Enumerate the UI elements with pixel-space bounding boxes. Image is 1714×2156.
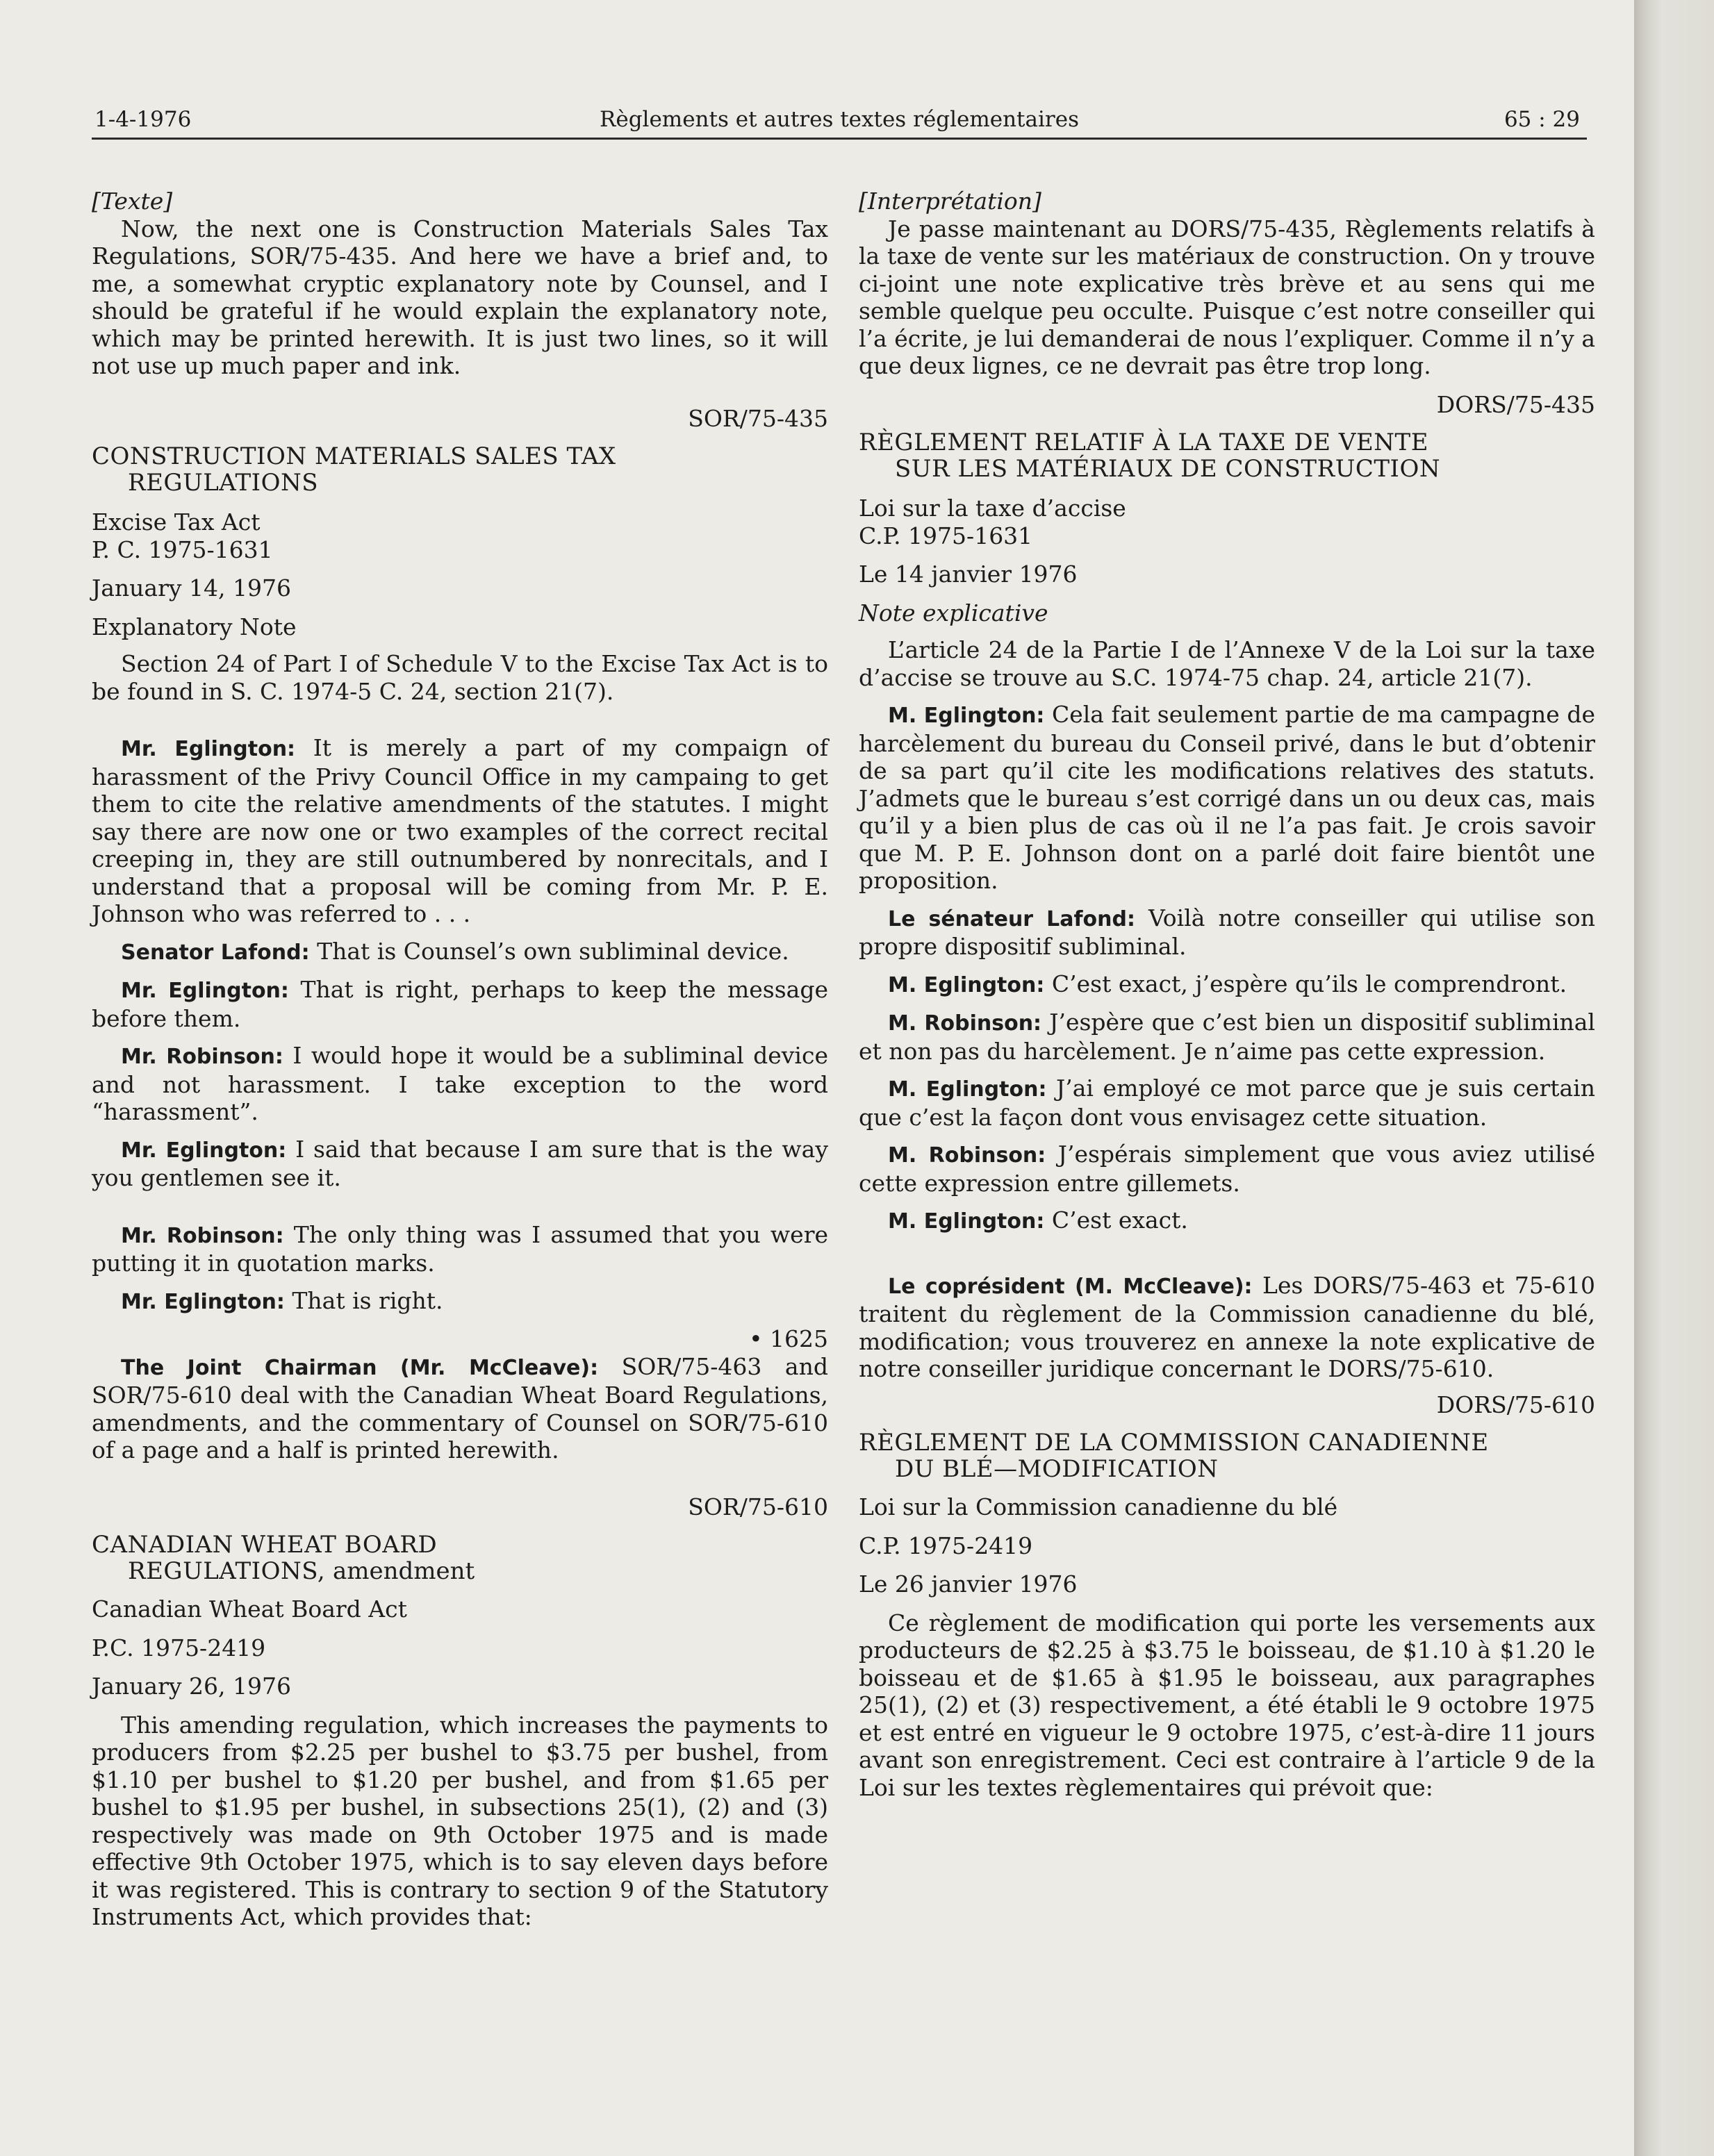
speaker: Le coprésident (M. McCleave): bbox=[888, 1274, 1253, 1299]
intro-paragraph: Je passe maintenant au DORS/75-435, Règlements relatifs à la taxe de vente sur les matériaux de construction. On y trouve ci-joint une note explicative très brève et au sens qui me semble quelque peu occulte. Puisque c’est notre conseiller qui l’a écrite, je lui demanderai de nous l’expliquer. Comme il n’y a que deux lignes, ce ne devrait pas être trop long. bbox=[859, 215, 1595, 379]
regulation-date: January 14, 1976 bbox=[92, 574, 291, 602]
regulation-title-line2 bbox=[92, 1558, 828, 1584]
speech: It is merely a part of my compaign of harassment of the Privy Council Office in my campaing to get them to cite the relative amendments of the statutes. I might say there are now one or two examples of the correct recital creeping in, they are still outnumbered by nonrecitals, and I understand that a proposal will be coming from Mr. P. E. Johnson who was referred to . . . bbox=[92, 734, 828, 927]
speaker: Mr. Eglington: bbox=[121, 1138, 287, 1163]
header-date: 1-4-1976 bbox=[94, 107, 192, 132]
exchange bbox=[92, 976, 828, 1032]
speech: The only thing was I assumed that you were putting it in quotation marks. bbox=[92, 1220, 829, 1277]
french-column bbox=[859, 188, 1595, 1801]
regulation-title-line1: CANADIAN WHEAT BOARD bbox=[92, 1531, 438, 1559]
note-text: Section 24 of Part I of Schedule V to the Excise Tax Act is to be found in S. C. 1974-5 C. 24, section 21(7). bbox=[92, 650, 828, 705]
speech: Les DORS/75-463 et 75-610 traitent du règlement de la Commission canadienne du blé, modification; vous trouverez en annexe la note explicative de notre conseiller juridique concernant le DORS/75-610. bbox=[859, 1271, 1595, 1382]
speaker: Mr. Robinson: bbox=[121, 1223, 284, 1248]
regulation-date: Le 14 janvier 1976 bbox=[859, 561, 1078, 588]
exchange bbox=[92, 734, 828, 928]
speaker: Mr. Eglington: bbox=[121, 1289, 285, 1314]
speech: That is Counsel’s own subliminal device. bbox=[309, 937, 789, 965]
order-in-council: P. C. 1975-1631 bbox=[92, 536, 273, 563]
speech: C’est exact, j’espère qu’ils le comprendront. bbox=[1044, 970, 1567, 997]
regulation-title-line1: RÈGLEMENT DE LA COMMISSION CANADIENNE bbox=[859, 1429, 1489, 1457]
section-label: [Interprétation] bbox=[859, 188, 1041, 215]
speech: That is right, perhaps to keep the message before them. bbox=[92, 976, 828, 1032]
order-in-council: C.P. 1975-2419 bbox=[859, 1532, 1033, 1559]
speech: SOR/75-463 and SOR/75-610 deal with the Canadian Wheat Board Regulations, amendments, and the commentary of Counsel on SOR/75-610 of a page and a half is printed herewith. bbox=[92, 1352, 828, 1463]
regulation-date: Le 26 janvier 1976 bbox=[859, 1570, 1078, 1598]
regulation-title-line2: REGULATIONS bbox=[128, 469, 319, 497]
speech: C’est exact. bbox=[1044, 1206, 1188, 1234]
speaker: M. Eglington: bbox=[888, 1077, 1047, 1102]
chair-statement bbox=[859, 1272, 1595, 1383]
speaker: The Joint Chairman (Mr. McCleave): bbox=[121, 1355, 599, 1380]
exchange bbox=[859, 970, 1595, 1000]
exchange bbox=[92, 1042, 828, 1126]
exchange bbox=[92, 1221, 828, 1277]
speaker: Mr. Eglington: bbox=[121, 979, 289, 1003]
speech: I said that because I am sure that is the way you gentlemen see it. bbox=[92, 1135, 828, 1191]
regulation-title-line1: RÈGLEMENT RELATIF À LA TAXE DE VENTE bbox=[859, 429, 1429, 456]
regulation-title-line2-caps: REGULATIONS, bbox=[128, 1557, 326, 1585]
speech: J’espérais simplement que vous aviez utilisé cette expression entre gillemets. bbox=[859, 1141, 1596, 1197]
section-label: [Texte] bbox=[92, 188, 173, 215]
enabling-act: Excise Tax Act bbox=[92, 508, 261, 536]
order-in-council: P.C. 1975-2419 bbox=[92, 1634, 266, 1661]
chair-statement bbox=[92, 1353, 828, 1464]
note-title: Note explicative bbox=[859, 599, 1048, 627]
speech: Voilà notre conseiller qui utilise son propre dispositif subliminal. bbox=[859, 904, 1595, 960]
exchange bbox=[92, 1287, 828, 1316]
speaker: M. Robinson: bbox=[888, 1011, 1042, 1036]
regulation-ref: SOR/75-610 bbox=[688, 1493, 828, 1520]
speaker: Senator Lafond: bbox=[121, 940, 310, 965]
regulation-title bbox=[859, 1429, 1595, 1482]
speaker: M. Robinson: bbox=[888, 1143, 1046, 1168]
regulation-title bbox=[92, 1532, 828, 1584]
regulation-date: January 26, 1976 bbox=[92, 1673, 291, 1700]
exchange bbox=[92, 938, 828, 967]
speaker: Le sénateur Lafond: bbox=[888, 906, 1135, 931]
header-title: Règlements et autres textes réglementaires bbox=[600, 107, 1079, 132]
regulation-ref: SOR/75-435 bbox=[688, 404, 828, 432]
time-marker: • 1625 bbox=[749, 1325, 828, 1352]
running-header bbox=[92, 97, 1587, 140]
regulation-title-line2: DU BLÉ—MODIFICATION bbox=[895, 1455, 1219, 1483]
speaker: M. Eglington: bbox=[888, 704, 1045, 728]
exchange bbox=[92, 1136, 828, 1192]
speaker: Mr. Robinson: bbox=[121, 1045, 283, 1069]
note-text: L’article 24 de la Partie I de l’Annexe V de la Loi sur la taxe d’accise se trouve au S.C. 1974-75 chap. 24, article 21(7). bbox=[859, 636, 1595, 691]
enabling-act: Loi sur la taxe d’accise bbox=[859, 495, 1126, 522]
speaker: Mr. Eglington: bbox=[121, 737, 296, 761]
speech: That is right. bbox=[284, 1286, 443, 1314]
header-page-number: 65 : 29 bbox=[1503, 107, 1580, 132]
final-paragraph: This amending regulation, which increases the payments to producers from $2.25 per bushel to $3.75 per bushel, from $1.10 per bushel to $1.20 per bushel, and from $1.65 per bushel to $1.95 per bushel, in subsections 25(1), (2) and (3) respectively was made on 9th October 1975 and is made effective 9th October 1975, which is to say eleven days before it was registered. This is contrary to section 9 of the Statutory Instruments Act, which provides that: bbox=[92, 1711, 828, 1930]
note-title: Explanatory Note bbox=[92, 613, 297, 640]
exchange bbox=[859, 904, 1595, 961]
intro-paragraph: Now, the next one is Construction Materials Sales Tax Regulations, SOR/75-435. And here we have a brief and, to me, a somewhat cryptic explanatory note by Counsel, and I should be grateful if he would explain the explanatory note, which may be printed herewith. It is just two lines, so it will not use up much paper and ink. bbox=[92, 215, 828, 379]
regulation-ref: DORS/75-610 bbox=[1436, 1391, 1595, 1418]
order-in-council: C.P. 1975-1631 bbox=[859, 522, 1033, 549]
enabling-act: Loi sur la Commission canadienne du blé bbox=[859, 1493, 1338, 1520]
regulation-ref: DORS/75-435 bbox=[1436, 390, 1595, 418]
regulation-title bbox=[92, 443, 828, 496]
page-edge-shadow bbox=[1634, 0, 1714, 2156]
speech: J’espère que c’est bien un dispositif subliminal et non pas du harcèlement. Je n’aime pas cette expression. bbox=[859, 1009, 1595, 1065]
speech: J’ai employé ce mot parce que je suis certain que c’est la façon dont vous envisagez cette situation. bbox=[859, 1075, 1595, 1131]
final-paragraph: Ce règlement de modification qui porte les versements aux producteurs de $2.25 à $3.75 le boisseau, de $1.10 à $1.20 le boisseau et de $1.65 à $1.95 le boisseau, aux paragraphes 25(1), (2) et (3) respectivement, a été établi le 9 octobre 1975 et est entré en vigueur le 9 octobre 1975, c’est-à-dire 11 jours avant son enregistrement. Ceci est contraire à l’article 9 de la Loi sur les textes règlementaires qui prévoit que: bbox=[859, 1609, 1595, 1801]
enabling-act: Canadian Wheat Board Act bbox=[92, 1595, 407, 1623]
regulation-title-line2-suffix: amendment bbox=[325, 1557, 475, 1585]
regulation-title-line2: SUR LES MATÉRIAUX DE CONSTRUCTION bbox=[895, 455, 1441, 483]
exchange bbox=[859, 1141, 1595, 1197]
regulation-title bbox=[859, 429, 1595, 482]
speech: Cela fait seulement partie de ma campagne de harcèlement du bureau du Conseil privé, dans le but d’obtenir de sa part qu’il cite les modifications relatives des statuts. J’admets que le bureau s’est corrigé dans un ou deux cas, mais qu’il y a bien plus de cas où il ne l’a pas fait. Je crois savoir que M. P. E. Johnson dont on a parlé doit faire bientôt une proposition. bbox=[859, 701, 1595, 894]
speaker: M. Eglington: bbox=[888, 1209, 1045, 1234]
exchange bbox=[859, 1206, 1595, 1236]
english-column bbox=[92, 188, 828, 1931]
speaker: M. Eglington: bbox=[888, 972, 1045, 997]
regulation-title-line1: CONSTRUCTION MATERIALS SALES TAX bbox=[92, 442, 616, 470]
exchange bbox=[859, 1009, 1595, 1065]
exchange bbox=[859, 701, 1595, 895]
exchange bbox=[859, 1075, 1595, 1131]
speech: I would hope it would be a subliminal device and not harassment. I take exception to the word “harassment”. bbox=[92, 1042, 828, 1125]
